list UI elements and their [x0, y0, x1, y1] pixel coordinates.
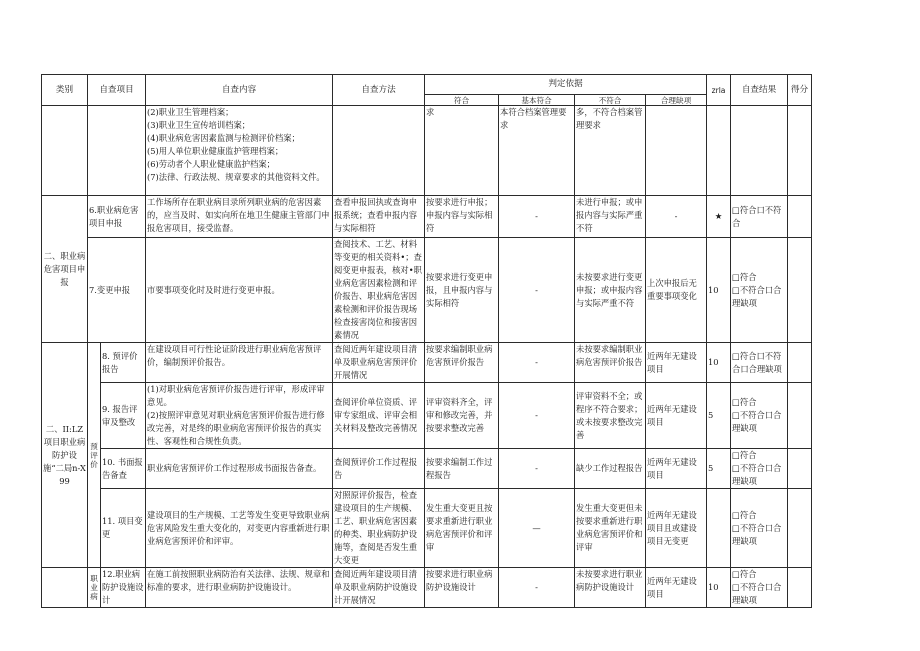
- row6-item: 6.职业病危害项目申报: [88, 196, 146, 238]
- header-conform: 符合: [425, 95, 499, 106]
- table-row-archive: [42, 106, 812, 196]
- row8-weight: 10: [707, 343, 731, 383]
- row8-item: 8. 预评价报告: [101, 343, 146, 383]
- table-row-12: [42, 568, 812, 608]
- row10-basic: -: [499, 449, 575, 489]
- row8-gap: 近两年无建设项目: [646, 343, 707, 383]
- row10-score[interactable]: [788, 449, 812, 489]
- row8-content: 在建设项目可行性论证阶段进行职业病危害预评价，编制预评价报告。: [146, 343, 333, 383]
- row7-basic: -: [499, 238, 575, 343]
- row11-method: 对照原评价报告，检查建设项目的生产规模、工艺、职业病危害因素的种类、职业病防护设施等，查阅是否发生重大变更: [333, 489, 425, 568]
- section2-category: 二、职业病危害项目申报: [42, 196, 88, 343]
- row7-content: 市要事项变化时及时进行变更申报。: [146, 238, 333, 343]
- row9-score[interactable]: [788, 383, 812, 449]
- section3-category: 二、II:LZ项目职业病防护设施“二局n-X99: [42, 343, 88, 568]
- row9-method: 查阅评价单位资质、评审专家组成、评审会相关材料及整改完善情况: [333, 383, 425, 449]
- row12-nonconform: 未按要求进行职业病防护设施设计: [575, 568, 646, 608]
- self-inspection-table: [41, 74, 812, 608]
- row6-weight-star-icon: ★: [707, 196, 731, 238]
- row8-nonconform: 未按要求编制职业病危害预评价报告: [575, 343, 646, 383]
- row6-conform: 按要求进行申报；申报内容与实际相符: [425, 196, 499, 238]
- row12-item: 12.职业病防护设施设计: [101, 568, 146, 608]
- row7-method: 查阅技术、工艺、材料等变更的相关资料•；查阅变更申报表，核对•职业病危害因素检测和评价报告、职业病危害因素检测和评价报告现场检查接害岗位和接害因素情况: [333, 238, 425, 343]
- row12-content: 在施工前按照职业病防治有关法律、法规、规章和标准的要求，进行职业病防护设施设计。: [146, 568, 333, 608]
- header-nonconform: 不符合: [575, 95, 646, 106]
- row7-weight: 10: [707, 238, 731, 343]
- row9-content: (1)对职业病危害预评价报告进行评审，形成评审意见。 (2)按照评审意见对职业病危害预评价报告进行修改完善，对是终的职业病危害预评价报告的真实性、客观性和合规性负责。: [146, 383, 333, 449]
- header-basis: 判定依据: [425, 75, 707, 95]
- row6-gap: -: [646, 196, 707, 238]
- header-score: 得分: [788, 75, 812, 106]
- row11-content: 建设项目的生产规模、工艺等发生变更导致职业病危害风险发生重大变化的，对变更内容重新进行职业病危害预评价和评审。: [146, 489, 333, 568]
- row7-result[interactable]: □符合 □不符合口合理缺项: [731, 238, 788, 343]
- header-content: 自查内容: [146, 75, 333, 106]
- row8-score[interactable]: [788, 343, 812, 383]
- row6-nonconform: 未进行申报；或申报内容与实际严重不符: [575, 196, 646, 238]
- row12-conform: 按要求进行职业病防护设施设计: [425, 568, 499, 608]
- row10-conform: 按要求编制工作过程报告: [425, 449, 499, 489]
- row10-nonconform: 缺少工作过程报告: [575, 449, 646, 489]
- table-row-8: [42, 343, 812, 383]
- row10-item: 10. 书面报告备查: [101, 449, 146, 489]
- header-item: 自查项目: [88, 75, 146, 106]
- row7-conform: 按要求进行变更申报，且申报内容与实际相符: [425, 238, 499, 343]
- row10-content: 职业病危害预评价工作过程形成书面报告备查。: [146, 449, 333, 489]
- row6-content: 工作场所存在职业病目录所列职业病的危害因素的，应当及时、如实向所在地卫生健康主管部门申报危害项目，接受监督。: [146, 196, 333, 238]
- header-method: 自查方法: [333, 75, 425, 106]
- section3-subgroup: 预评价: [88, 343, 101, 568]
- header-result: 自查结果: [731, 75, 788, 106]
- row6-score[interactable]: [788, 196, 812, 238]
- row6-result[interactable]: □符合口不符合: [731, 196, 788, 238]
- section4-category: 职业病: [88, 568, 101, 608]
- table-row-9: [42, 383, 812, 449]
- row7-score[interactable]: [788, 238, 812, 343]
- header-weight: zrla: [707, 75, 731, 106]
- row12-score[interactable]: [788, 568, 812, 608]
- row12-method: 查阅近两年建设项目清单及职业病防护设施设计开展情况: [333, 568, 425, 608]
- archive-conform: 求: [425, 106, 499, 196]
- header-reasonable-gap: 合理缺项: [646, 95, 707, 106]
- header-basic-conform: 基本符合: [499, 95, 575, 106]
- row8-basic: -: [499, 343, 575, 383]
- row8-result[interactable]: □符合口不符合口合理缺项: [731, 343, 788, 383]
- row11-nonconform: 发生重大变更但未按要求重新进行职业病危害预评价和评审: [575, 489, 646, 568]
- row9-item: 9. 报告评审及整改: [101, 383, 146, 449]
- row6-method: 查看申报回执或查询申报系统；查看申报内容与实际相符: [333, 196, 425, 238]
- row9-result[interactable]: □符合 □不符合口合理缺项: [731, 383, 788, 449]
- table-row-6: [42, 196, 812, 238]
- header-category: 类别: [42, 75, 88, 106]
- row12-weight: 10: [707, 568, 731, 608]
- row10-weight: 5: [707, 449, 731, 489]
- row10-gap: 近两年无建设项目: [646, 449, 707, 489]
- row9-basic: -: [499, 383, 575, 449]
- row10-result[interactable]: □符合 □不符合口合理缺项: [731, 449, 788, 489]
- table-row-10: [42, 449, 812, 489]
- row8-conform: 按要求编制职业病危害预评价报告: [425, 343, 499, 383]
- archive-basic: 本符合档案管理要求: [499, 106, 575, 196]
- row7-nonconform: 未按要求进行变更申报；或申报内容与实际严重不符: [575, 238, 646, 343]
- row9-nonconform: 评审资料不全；或程序不符合要求；或未按要求整改完善: [575, 383, 646, 449]
- row11-weight: [707, 489, 731, 568]
- archive-content: (2)职业卫生管理档案； (3)职业卫生宣传培训档案； (4)职业病危害因素监测与检测评价档案； (5)用人单位职业健康监护管理档案； (6)劳动者个人职业健康监护档案； (7)法律、行政法规、规章要求的其他资料文件。: [146, 106, 333, 196]
- row9-weight: 5: [707, 383, 731, 449]
- row12-gap: 近两年无建设项目: [646, 568, 707, 608]
- table-row-11: [42, 489, 812, 568]
- row11-result[interactable]: □符合 □不符合口合理缺项: [731, 489, 788, 568]
- row11-item: 11. 项目变更: [101, 489, 146, 568]
- table-row-7: [42, 238, 812, 343]
- row11-score[interactable]: [788, 489, 812, 568]
- row12-result[interactable]: □符合 □不符合口合理缺项: [731, 568, 788, 608]
- row9-gap: 近两年无建设项目: [646, 383, 707, 449]
- row11-basic: —: [499, 489, 575, 568]
- row8-method: 查阅近两年建设项目清单及职业病危害预评价开展情况: [333, 343, 425, 383]
- row11-conform: 发生重大变更且按要求重新进行职业病危害预评价和评审: [425, 489, 499, 568]
- row12-basic: -: [499, 568, 575, 608]
- archive-nonconform: 多，不符合档案管理要求: [575, 106, 646, 196]
- row6-basic: -: [499, 196, 575, 238]
- row7-item: 7.变更申报: [88, 238, 146, 343]
- row11-gap: 近两年无建设项目且或建设项目无变更: [646, 489, 707, 568]
- row10-method: 查阅预评价工作过程报告: [333, 449, 425, 489]
- row7-gap: 上次申报后无重要事项变化: [646, 238, 707, 343]
- row9-conform: 评审资料齐全，评审和修改完善，并按要求整改完善: [425, 383, 499, 449]
